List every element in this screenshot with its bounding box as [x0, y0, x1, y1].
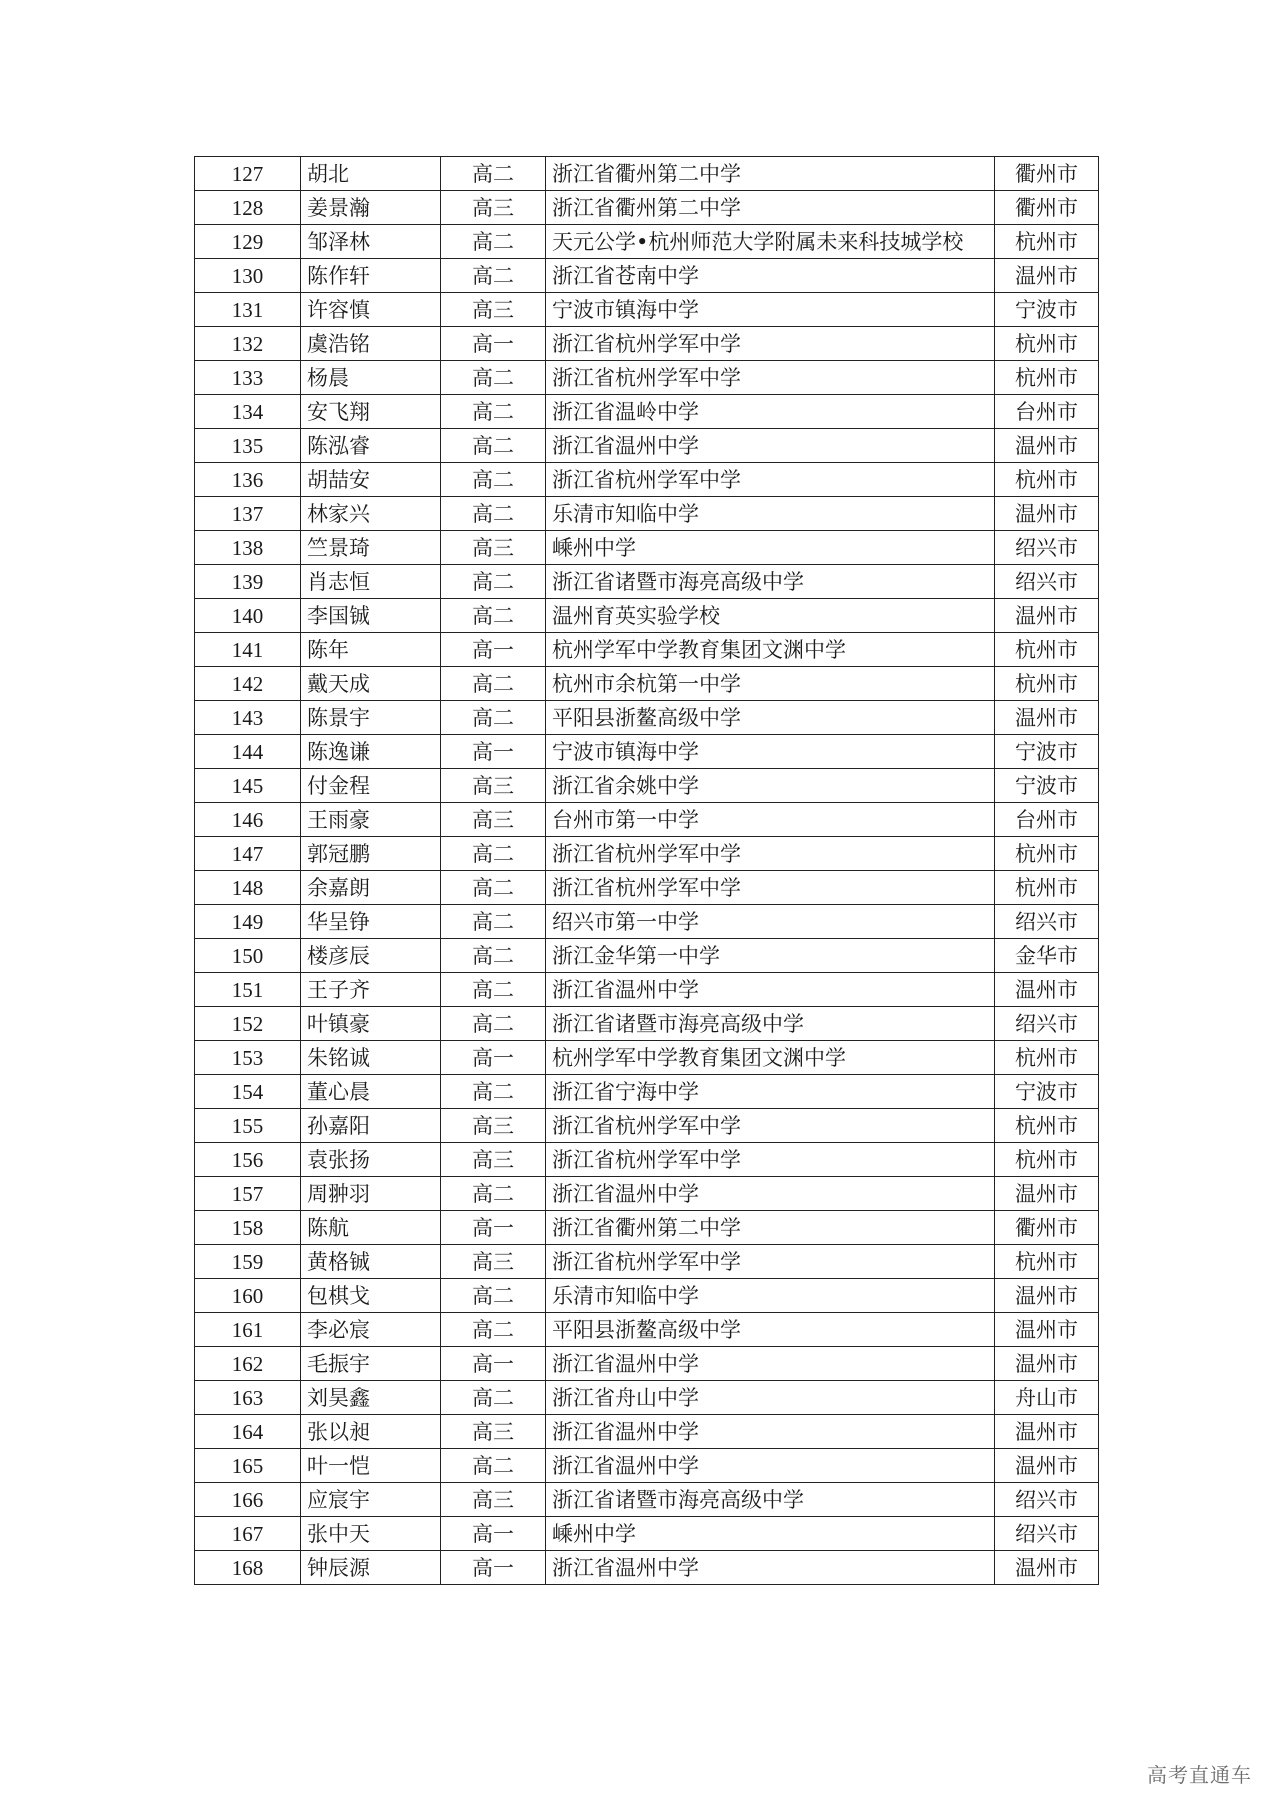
- grade-cell: 高一: [441, 1517, 546, 1551]
- table-row: [195, 1517, 1099, 1551]
- row-number-cell: 165: [195, 1449, 301, 1483]
- table-row: [195, 327, 1099, 361]
- grade-cell: 高二: [441, 1075, 546, 1109]
- student-name-cell: 余嘉朗: [301, 871, 441, 905]
- student-name-cell: 陈景宇: [301, 701, 441, 735]
- student-name-cell: 王雨豪: [301, 803, 441, 837]
- city-cell: 宁波市: [995, 769, 1099, 803]
- student-name-cell: 胡北: [301, 157, 441, 191]
- row-number-cell: 152: [195, 1007, 301, 1041]
- city-cell: 杭州市: [995, 225, 1099, 259]
- city-cell: 衢州市: [995, 157, 1099, 191]
- row-number-cell: 133: [195, 361, 301, 395]
- grade-cell: 高三: [441, 1245, 546, 1279]
- school-name-cell: 平阳县浙鳌高级中学: [546, 1313, 995, 1347]
- table-row: [195, 1211, 1099, 1245]
- table-row: [195, 1415, 1099, 1449]
- school-name-cell: 杭州学军中学教育集团文渊中学: [546, 633, 995, 667]
- school-name-cell: 浙江省杭州学军中学: [546, 1109, 995, 1143]
- row-number-cell: 156: [195, 1143, 301, 1177]
- school-name-cell: 嵊州中学: [546, 531, 995, 565]
- grade-cell: 高二: [441, 157, 546, 191]
- row-number-cell: 150: [195, 939, 301, 973]
- row-number-cell: 136: [195, 463, 301, 497]
- school-name-cell: 乐清市知临中学: [546, 497, 995, 531]
- student-name-cell: 戴天成: [301, 667, 441, 701]
- grade-cell: 高三: [441, 1483, 546, 1517]
- table-row: [195, 463, 1099, 497]
- row-number-cell: 128: [195, 191, 301, 225]
- row-number-cell: 149: [195, 905, 301, 939]
- school-name-cell: 浙江省杭州学军中学: [546, 361, 995, 395]
- school-name-cell: 浙江省余姚中学: [546, 769, 995, 803]
- student-name-cell: 叶一恺: [301, 1449, 441, 1483]
- table-row: [195, 667, 1099, 701]
- city-cell: 温州市: [995, 1449, 1099, 1483]
- grade-cell: 高一: [441, 1347, 546, 1381]
- table-row: [195, 599, 1099, 633]
- row-number-cell: 167: [195, 1517, 301, 1551]
- school-name-cell: 浙江省温州中学: [546, 1551, 995, 1585]
- school-name-cell: 台州市第一中学: [546, 803, 995, 837]
- city-cell: 绍兴市: [995, 905, 1099, 939]
- grade-cell: 高二: [441, 701, 546, 735]
- row-number-cell: 157: [195, 1177, 301, 1211]
- student-name-cell: 李必宸: [301, 1313, 441, 1347]
- row-number-cell: 139: [195, 565, 301, 599]
- table-row: [195, 769, 1099, 803]
- grade-cell: 高二: [441, 905, 546, 939]
- student-name-cell: 陈泓睿: [301, 429, 441, 463]
- school-name-cell: 浙江省苍南中学: [546, 259, 995, 293]
- city-cell: 温州市: [995, 1177, 1099, 1211]
- grade-cell: 高三: [441, 1415, 546, 1449]
- city-cell: 温州市: [995, 599, 1099, 633]
- row-number-cell: 151: [195, 973, 301, 1007]
- grade-cell: 高三: [441, 191, 546, 225]
- city-cell: 温州市: [995, 259, 1099, 293]
- table-row: [195, 1483, 1099, 1517]
- city-cell: 杭州市: [995, 1245, 1099, 1279]
- row-number-cell: 153: [195, 1041, 301, 1075]
- student-name-cell: 董心晨: [301, 1075, 441, 1109]
- grade-cell: 高一: [441, 1041, 546, 1075]
- table-row: [195, 157, 1099, 191]
- row-number-cell: 158: [195, 1211, 301, 1245]
- table-row: [195, 1449, 1099, 1483]
- student-name-cell: 许容慎: [301, 293, 441, 327]
- school-name-cell: 浙江省杭州学军中学: [546, 1245, 995, 1279]
- school-name-cell: 浙江省杭州学军中学: [546, 837, 995, 871]
- city-cell: 杭州市: [995, 633, 1099, 667]
- student-name-cell: 虞浩铭: [301, 327, 441, 361]
- roster-body: [195, 157, 1099, 1585]
- table-row: [195, 1007, 1099, 1041]
- table-row: [195, 395, 1099, 429]
- table-row: [195, 361, 1099, 395]
- grade-cell: 高二: [441, 429, 546, 463]
- table-row: [195, 1551, 1099, 1585]
- row-number-cell: 131: [195, 293, 301, 327]
- school-name-cell: 浙江省温州中学: [546, 1177, 995, 1211]
- school-name-cell: 浙江省杭州学军中学: [546, 871, 995, 905]
- grade-cell: 高三: [441, 1109, 546, 1143]
- city-cell: 台州市: [995, 395, 1099, 429]
- table-row: [195, 803, 1099, 837]
- watermark: 高考直通车: [1147, 1763, 1252, 1787]
- student-name-cell: 付金程: [301, 769, 441, 803]
- row-number-cell: 162: [195, 1347, 301, 1381]
- city-cell: 宁波市: [995, 735, 1099, 769]
- school-name-cell: 浙江省诸暨市海亮高级中学: [546, 1483, 995, 1517]
- student-name-cell: 袁张扬: [301, 1143, 441, 1177]
- row-number-cell: 155: [195, 1109, 301, 1143]
- row-number-cell: 135: [195, 429, 301, 463]
- row-number-cell: 137: [195, 497, 301, 531]
- grade-cell: 高三: [441, 531, 546, 565]
- grade-cell: 高三: [441, 293, 546, 327]
- city-cell: 温州市: [995, 701, 1099, 735]
- table-row: [195, 191, 1099, 225]
- city-cell: 衢州市: [995, 191, 1099, 225]
- grade-cell: 高二: [441, 599, 546, 633]
- student-name-cell: 周翀羽: [301, 1177, 441, 1211]
- table-row: [195, 837, 1099, 871]
- school-name-cell: 宁波市镇海中学: [546, 735, 995, 769]
- city-cell: 杭州市: [995, 1041, 1099, 1075]
- grade-cell: 高二: [441, 497, 546, 531]
- table-row: [195, 1041, 1099, 1075]
- school-name-cell: 浙江省杭州学军中学: [546, 1143, 995, 1177]
- row-number-cell: 147: [195, 837, 301, 871]
- table-row: [195, 905, 1099, 939]
- grade-cell: 高一: [441, 735, 546, 769]
- table-row: [195, 1347, 1099, 1381]
- table-row: [195, 1313, 1099, 1347]
- table-row: [195, 531, 1099, 565]
- student-name-cell: 竺景琦: [301, 531, 441, 565]
- city-cell: 温州市: [995, 429, 1099, 463]
- student-name-cell: 李国铖: [301, 599, 441, 633]
- school-name-cell: 浙江省衢州第二中学: [546, 157, 995, 191]
- table-row: [195, 259, 1099, 293]
- school-name-cell: 浙江省诸暨市海亮高级中学: [546, 565, 995, 599]
- city-cell: 温州市: [995, 1279, 1099, 1313]
- school-name-cell: 乐清市知临中学: [546, 1279, 995, 1313]
- row-number-cell: 138: [195, 531, 301, 565]
- row-number-cell: 161: [195, 1313, 301, 1347]
- student-name-cell: 钟辰源: [301, 1551, 441, 1585]
- school-name-cell: 浙江省温州中学: [546, 1449, 995, 1483]
- grade-cell: 高二: [441, 1177, 546, 1211]
- row-number-cell: 154: [195, 1075, 301, 1109]
- school-name-cell: 浙江省宁海中学: [546, 1075, 995, 1109]
- table-row: [195, 429, 1099, 463]
- table-row: [195, 293, 1099, 327]
- city-cell: 杭州市: [995, 1109, 1099, 1143]
- school-name-cell: 浙江省杭州学军中学: [546, 327, 995, 361]
- student-name-cell: 张中天: [301, 1517, 441, 1551]
- student-name-cell: 孙嘉阳: [301, 1109, 441, 1143]
- row-number-cell: 130: [195, 259, 301, 293]
- row-number-cell: 159: [195, 1245, 301, 1279]
- school-name-cell: 浙江省温州中学: [546, 1415, 995, 1449]
- school-name-cell: 浙江省温岭中学: [546, 395, 995, 429]
- city-cell: 绍兴市: [995, 1483, 1099, 1517]
- row-number-cell: 148: [195, 871, 301, 905]
- row-number-cell: 164: [195, 1415, 301, 1449]
- student-name-cell: 刘昊鑫: [301, 1381, 441, 1415]
- school-name-cell: 宁波市镇海中学: [546, 293, 995, 327]
- grade-cell: 高二: [441, 837, 546, 871]
- table-row: [195, 1109, 1099, 1143]
- grade-cell: 高二: [441, 225, 546, 259]
- student-name-cell: 肖志恒: [301, 565, 441, 599]
- row-number-cell: 146: [195, 803, 301, 837]
- city-cell: 杭州市: [995, 667, 1099, 701]
- grade-cell: 高二: [441, 463, 546, 497]
- row-number-cell: 134: [195, 395, 301, 429]
- city-cell: 温州市: [995, 973, 1099, 1007]
- grade-cell: 高二: [441, 1449, 546, 1483]
- student-name-cell: 张以昶: [301, 1415, 441, 1449]
- city-cell: 温州市: [995, 1347, 1099, 1381]
- city-cell: 杭州市: [995, 327, 1099, 361]
- table-row: [195, 633, 1099, 667]
- row-number-cell: 166: [195, 1483, 301, 1517]
- school-name-cell: 平阳县浙鳌高级中学: [546, 701, 995, 735]
- student-name-cell: 郭冠鹏: [301, 837, 441, 871]
- student-name-cell: 毛振宇: [301, 1347, 441, 1381]
- student-name-cell: 陈作轩: [301, 259, 441, 293]
- grade-cell: 高二: [441, 1381, 546, 1415]
- grade-cell: 高二: [441, 871, 546, 905]
- table-row: [195, 225, 1099, 259]
- grade-cell: 高三: [441, 769, 546, 803]
- student-name-cell: 杨晨: [301, 361, 441, 395]
- grade-cell: 高二: [441, 973, 546, 1007]
- table-row: [195, 1143, 1099, 1177]
- school-name-cell: 浙江省杭州学军中学: [546, 463, 995, 497]
- grade-cell: 高二: [441, 361, 546, 395]
- table-row: [195, 1279, 1099, 1313]
- student-name-cell: 胡喆安: [301, 463, 441, 497]
- student-name-cell: 安飞翔: [301, 395, 441, 429]
- school-name-cell: 嵊州中学: [546, 1517, 995, 1551]
- city-cell: 温州市: [995, 497, 1099, 531]
- student-name-cell: 朱铭诚: [301, 1041, 441, 1075]
- school-name-cell: 浙江省衢州第二中学: [546, 191, 995, 225]
- school-name-cell: 天元公学•杭州师范大学附属未来科技城学校: [546, 225, 995, 259]
- student-name-cell: 华呈铮: [301, 905, 441, 939]
- grade-cell: 高一: [441, 327, 546, 361]
- table-row: [195, 939, 1099, 973]
- row-number-cell: 140: [195, 599, 301, 633]
- table-row: [195, 565, 1099, 599]
- grade-cell: 高二: [441, 1279, 546, 1313]
- student-name-cell: 包棋戈: [301, 1279, 441, 1313]
- row-number-cell: 163: [195, 1381, 301, 1415]
- student-name-cell: 陈航: [301, 1211, 441, 1245]
- grade-cell: 高二: [441, 1007, 546, 1041]
- row-number-cell: 141: [195, 633, 301, 667]
- school-name-cell: 浙江省温州中学: [546, 973, 995, 1007]
- table-row: [195, 735, 1099, 769]
- city-cell: 宁波市: [995, 293, 1099, 327]
- city-cell: 舟山市: [995, 1381, 1099, 1415]
- row-number-cell: 144: [195, 735, 301, 769]
- grade-cell: 高一: [441, 1551, 546, 1585]
- row-number-cell: 142: [195, 667, 301, 701]
- row-number-cell: 145: [195, 769, 301, 803]
- grade-cell: 高一: [441, 1211, 546, 1245]
- school-name-cell: 浙江省温州中学: [546, 1347, 995, 1381]
- table-row: [195, 1381, 1099, 1415]
- city-cell: 杭州市: [995, 463, 1099, 497]
- city-cell: 杭州市: [995, 871, 1099, 905]
- grade-cell: 高一: [441, 633, 546, 667]
- city-cell: 温州市: [995, 1551, 1099, 1585]
- student-name-cell: 叶镇豪: [301, 1007, 441, 1041]
- grade-cell: 高二: [441, 1313, 546, 1347]
- city-cell: 衢州市: [995, 1211, 1099, 1245]
- school-name-cell: 浙江金华第一中学: [546, 939, 995, 973]
- city-cell: 温州市: [995, 1415, 1099, 1449]
- school-name-cell: 杭州学军中学教育集团文渊中学: [546, 1041, 995, 1075]
- city-cell: 温州市: [995, 1313, 1099, 1347]
- city-cell: 绍兴市: [995, 531, 1099, 565]
- grade-cell: 高二: [441, 939, 546, 973]
- row-number-cell: 129: [195, 225, 301, 259]
- city-cell: 绍兴市: [995, 1517, 1099, 1551]
- city-cell: 杭州市: [995, 361, 1099, 395]
- city-cell: 绍兴市: [995, 1007, 1099, 1041]
- city-cell: 绍兴市: [995, 565, 1099, 599]
- row-number-cell: 168: [195, 1551, 301, 1585]
- grade-cell: 高二: [441, 395, 546, 429]
- city-cell: 台州市: [995, 803, 1099, 837]
- row-number-cell: 160: [195, 1279, 301, 1313]
- school-name-cell: 绍兴市第一中学: [546, 905, 995, 939]
- student-name-cell: 陈逸谦: [301, 735, 441, 769]
- table-row: [195, 497, 1099, 531]
- school-name-cell: 杭州市余杭第一中学: [546, 667, 995, 701]
- city-cell: 宁波市: [995, 1075, 1099, 1109]
- table-row: [195, 701, 1099, 735]
- student-name-cell: 林家兴: [301, 497, 441, 531]
- grade-cell: 高二: [441, 565, 546, 599]
- city-cell: 金华市: [995, 939, 1099, 973]
- grade-cell: 高三: [441, 1143, 546, 1177]
- row-number-cell: 127: [195, 157, 301, 191]
- school-name-cell: 浙江省衢州第二中学: [546, 1211, 995, 1245]
- grade-cell: 高三: [441, 803, 546, 837]
- school-name-cell: 浙江省舟山中学: [546, 1381, 995, 1415]
- row-number-cell: 143: [195, 701, 301, 735]
- school-name-cell: 温州育英实验学校: [546, 599, 995, 633]
- table-row: [195, 1075, 1099, 1109]
- city-cell: 杭州市: [995, 1143, 1099, 1177]
- table-row: [195, 973, 1099, 1007]
- student-name-cell: 陈年: [301, 633, 441, 667]
- table-row: [195, 1245, 1099, 1279]
- city-cell: 杭州市: [995, 837, 1099, 871]
- table-row: [195, 871, 1099, 905]
- school-name-cell: 浙江省温州中学: [546, 429, 995, 463]
- table-row: [195, 1177, 1099, 1211]
- grade-cell: 高二: [441, 667, 546, 701]
- student-name-cell: 邹泽林: [301, 225, 441, 259]
- student-name-cell: 黄格铖: [301, 1245, 441, 1279]
- school-name-cell: 浙江省诸暨市海亮高级中学: [546, 1007, 995, 1041]
- row-number-cell: 132: [195, 327, 301, 361]
- student-name-cell: 楼彦辰: [301, 939, 441, 973]
- student-name-cell: 应宸宇: [301, 1483, 441, 1517]
- grade-cell: 高二: [441, 259, 546, 293]
- student-name-cell: 姜景瀚: [301, 191, 441, 225]
- student-roster-table: [194, 156, 1099, 1585]
- student-name-cell: 王子齐: [301, 973, 441, 1007]
